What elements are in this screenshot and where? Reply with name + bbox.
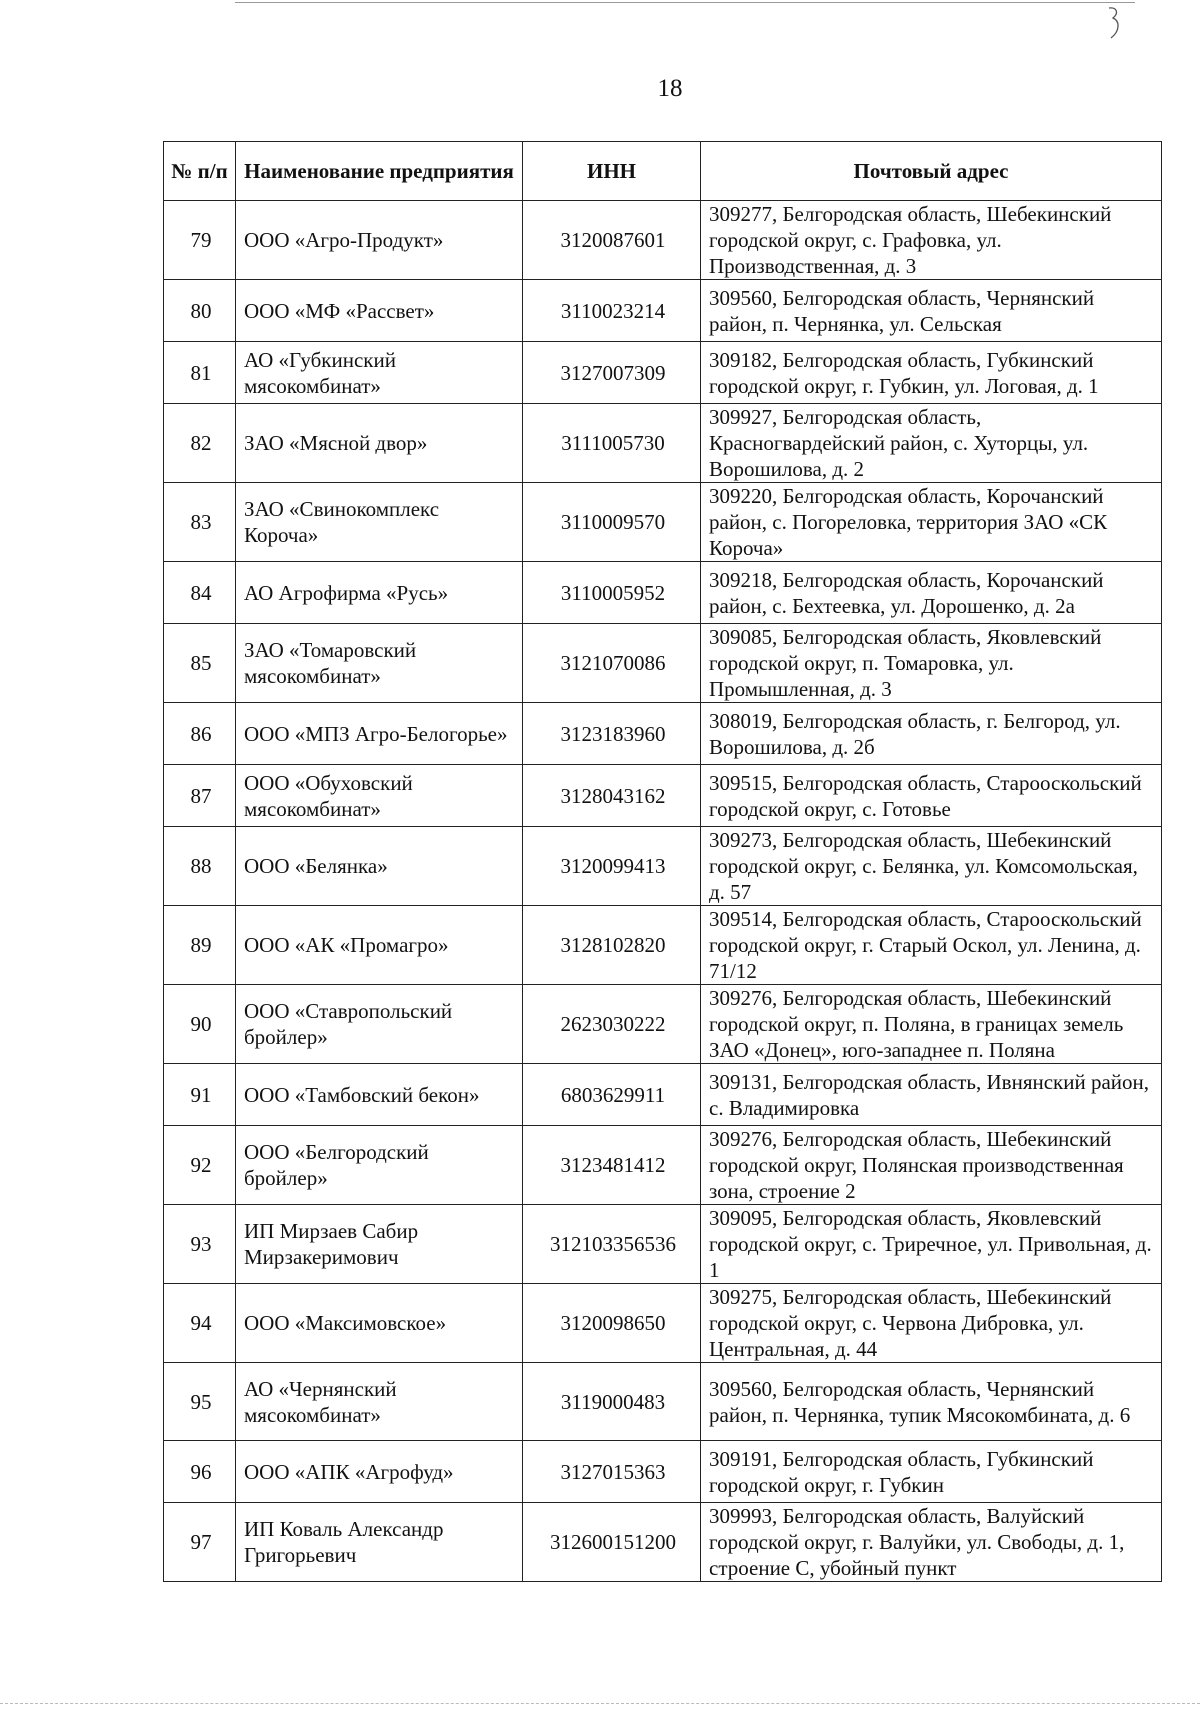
table-row	[164, 483, 1162, 562]
row-inn: 3120099413	[523, 827, 701, 906]
row-inn: 312103356536	[523, 1205, 701, 1284]
row-name: ЗАО «Свинокомплекс Короча»	[236, 483, 523, 562]
row-num: 93	[164, 1205, 236, 1284]
table-row	[164, 1284, 1162, 1363]
row-name: ЗАО «Мясной двор»	[236, 404, 523, 483]
row-address: 309131, Белгородская область, Ивнянский район, с. Владимировка	[701, 1064, 1162, 1126]
row-num: 79	[164, 201, 236, 280]
table-row	[164, 906, 1162, 985]
row-name: ООО «Тамбовский бекон»	[236, 1064, 523, 1126]
row-num: 80	[164, 280, 236, 342]
table-row	[164, 1126, 1162, 1205]
row-num: 83	[164, 483, 236, 562]
row-name: ООО «АК «Промагро»	[236, 906, 523, 985]
row-inn: 3110005952	[523, 562, 701, 624]
row-name: ООО «Белгородский бройлер»	[236, 1126, 523, 1205]
row-inn: 3110009570	[523, 483, 701, 562]
row-address: 309515, Белгородская область, Старооскольский городской округ, с. Готовье	[701, 765, 1162, 827]
row-address: 308019, Белгородская область, г. Белгород, ул. Ворошилова, д. 2б	[701, 703, 1162, 765]
row-inn: 3111005730	[523, 404, 701, 483]
table-header-row	[164, 142, 1162, 201]
row-address: 309095, Белгородская область, Яковлевский городской округ, с. Триречное, ул. Привольная, д. 1	[701, 1205, 1162, 1284]
table-row	[164, 985, 1162, 1064]
row-address: 309275, Белгородская область, Шебекинский городской округ, с. Червона Дибровка, ул. Центральная, д. 44	[701, 1284, 1162, 1363]
row-num: 90	[164, 985, 236, 1064]
row-num: 87	[164, 765, 236, 827]
row-inn: 312600151200	[523, 1503, 701, 1582]
row-inn: 3119000483	[523, 1363, 701, 1441]
scan-edge-line	[0, 1703, 1200, 1704]
row-num: 84	[164, 562, 236, 624]
table-row	[164, 1441, 1162, 1503]
row-inn: 3120098650	[523, 1284, 701, 1363]
row-name: АО «Чернянский мясокомбинат»	[236, 1363, 523, 1441]
row-inn: 6803629911	[523, 1064, 701, 1126]
table-row	[164, 1064, 1162, 1126]
row-address: 309218, Белгородская область, Корочанский район, с. Бехтеевка, ул. Дорошенко, д. 2а	[701, 562, 1162, 624]
row-inn: 3120087601	[523, 201, 701, 280]
row-name: ООО «Белянка»	[236, 827, 523, 906]
row-address: 309276, Белгородская область, Шебекинский городской округ, Полянская производственная зона, строение 2	[701, 1126, 1162, 1205]
table-row	[164, 562, 1162, 624]
table-row	[164, 703, 1162, 765]
row-name: ЗАО «Томаровский мясокомбинат»	[236, 624, 523, 703]
header-num: № п/п	[164, 142, 236, 201]
table-row	[164, 342, 1162, 404]
row-num: 88	[164, 827, 236, 906]
table-row	[164, 827, 1162, 906]
row-name: АО «Губкинский мясокомбинат»	[236, 342, 523, 404]
row-num: 95	[164, 1363, 236, 1441]
row-address: 309191, Белгородская область, Губкинский городской округ, г. Губкин	[701, 1441, 1162, 1503]
header-address: Почтовый адрес	[701, 142, 1162, 201]
row-num: 97	[164, 1503, 236, 1582]
table-row	[164, 624, 1162, 703]
row-address: 309927, Белгородская область, Красногвардейский район, с. Хуторцы, ул. Ворошилова, д. 2	[701, 404, 1162, 483]
header-name: Наименование предприятия	[236, 142, 523, 201]
row-num: 85	[164, 624, 236, 703]
table-row	[164, 765, 1162, 827]
row-num: 82	[164, 404, 236, 483]
table-row	[164, 1503, 1162, 1582]
row-num: 89	[164, 906, 236, 985]
table-row	[164, 404, 1162, 483]
row-name: ООО «Ставропольский бройлер»	[236, 985, 523, 1064]
row-inn: 3121070086	[523, 624, 701, 703]
row-name: АО Агрофирма «Русь»	[236, 562, 523, 624]
table-row	[164, 1363, 1162, 1441]
row-num: 86	[164, 703, 236, 765]
row-inn: 3127007309	[523, 342, 701, 404]
row-address: 309273, Белгородская область, Шебекинский городской округ, с. Белянка, ул. Комсомольская, д. 57	[701, 827, 1162, 906]
row-inn: 3123481412	[523, 1126, 701, 1205]
row-address: 309993, Белгородская область, Валуйский городской округ, г. Валуйки, ул. Свободы, д. 1, строение С, убойный пункт	[701, 1503, 1162, 1582]
row-inn: 3128102820	[523, 906, 701, 985]
row-name: ИП Мирзаев Сабир Мирзакеримович	[236, 1205, 523, 1284]
row-inn: 3127015363	[523, 1441, 701, 1503]
row-inn: 2623030222	[523, 985, 701, 1064]
row-inn: 3128043162	[523, 765, 701, 827]
row-address: 309182, Белгородская область, Губкинский городской округ, г. Губкин, ул. Логовая, д. 1	[701, 342, 1162, 404]
row-inn: 3123183960	[523, 703, 701, 765]
handwritten-mark	[1105, 4, 1125, 48]
page-number: 18	[657, 75, 683, 102]
table-row	[164, 280, 1162, 342]
row-address: 309560, Белгородская область, Чернянский район, п. Чернянка, тупик Мясокомбината, д. 6	[701, 1363, 1162, 1441]
row-address: 309085, Белгородская область, Яковлевский городской округ, п. Томаровка, ул. Промышленная, д. 3	[701, 624, 1162, 703]
row-address: 309514, Белгородская область, Старооскольский городской округ, г. Старый Оскол, ул. Ленина, д. 71/12	[701, 906, 1162, 985]
row-num: 94	[164, 1284, 236, 1363]
scan-edge-line	[235, 2, 1135, 3]
row-num: 81	[164, 342, 236, 404]
row-address: 309276, Белгородская область, Шебекинский городской округ, п. Поляна, в границах земель ЗАО «Донец», юго-западнее п. Поляна	[701, 985, 1162, 1064]
row-name: ООО «Агро-Продукт»	[236, 201, 523, 280]
table-row	[164, 1205, 1162, 1284]
row-name: ООО «Максимовское»	[236, 1284, 523, 1363]
row-name: ООО «МПЗ Агро-Белогорье»	[236, 703, 523, 765]
table-row	[164, 201, 1162, 280]
row-name: ИП Коваль Александр Григорьевич	[236, 1503, 523, 1582]
row-address: 309560, Белгородская область, Чернянский район, п. Чернянка, ул. Сельская	[701, 280, 1162, 342]
header-inn: ИНН	[523, 142, 701, 201]
row-name: ООО «МФ «Рассвет»	[236, 280, 523, 342]
row-address: 309277, Белгородская область, Шебекинский городской округ, с. Графовка, ул. Производственная, д. 3	[701, 201, 1162, 280]
row-num: 92	[164, 1126, 236, 1205]
row-address: 309220, Белгородская область, Корочанский район, с. Погореловка, территория ЗАО «СК Короча»	[701, 483, 1162, 562]
row-name: ООО «Обуховский мясокомбинат»	[236, 765, 523, 827]
row-num: 91	[164, 1064, 236, 1126]
row-inn: 3110023214	[523, 280, 701, 342]
row-name: ООО «АПК «Агрофуд»	[236, 1441, 523, 1503]
enterprise-table	[163, 141, 1162, 1582]
row-num: 96	[164, 1441, 236, 1503]
